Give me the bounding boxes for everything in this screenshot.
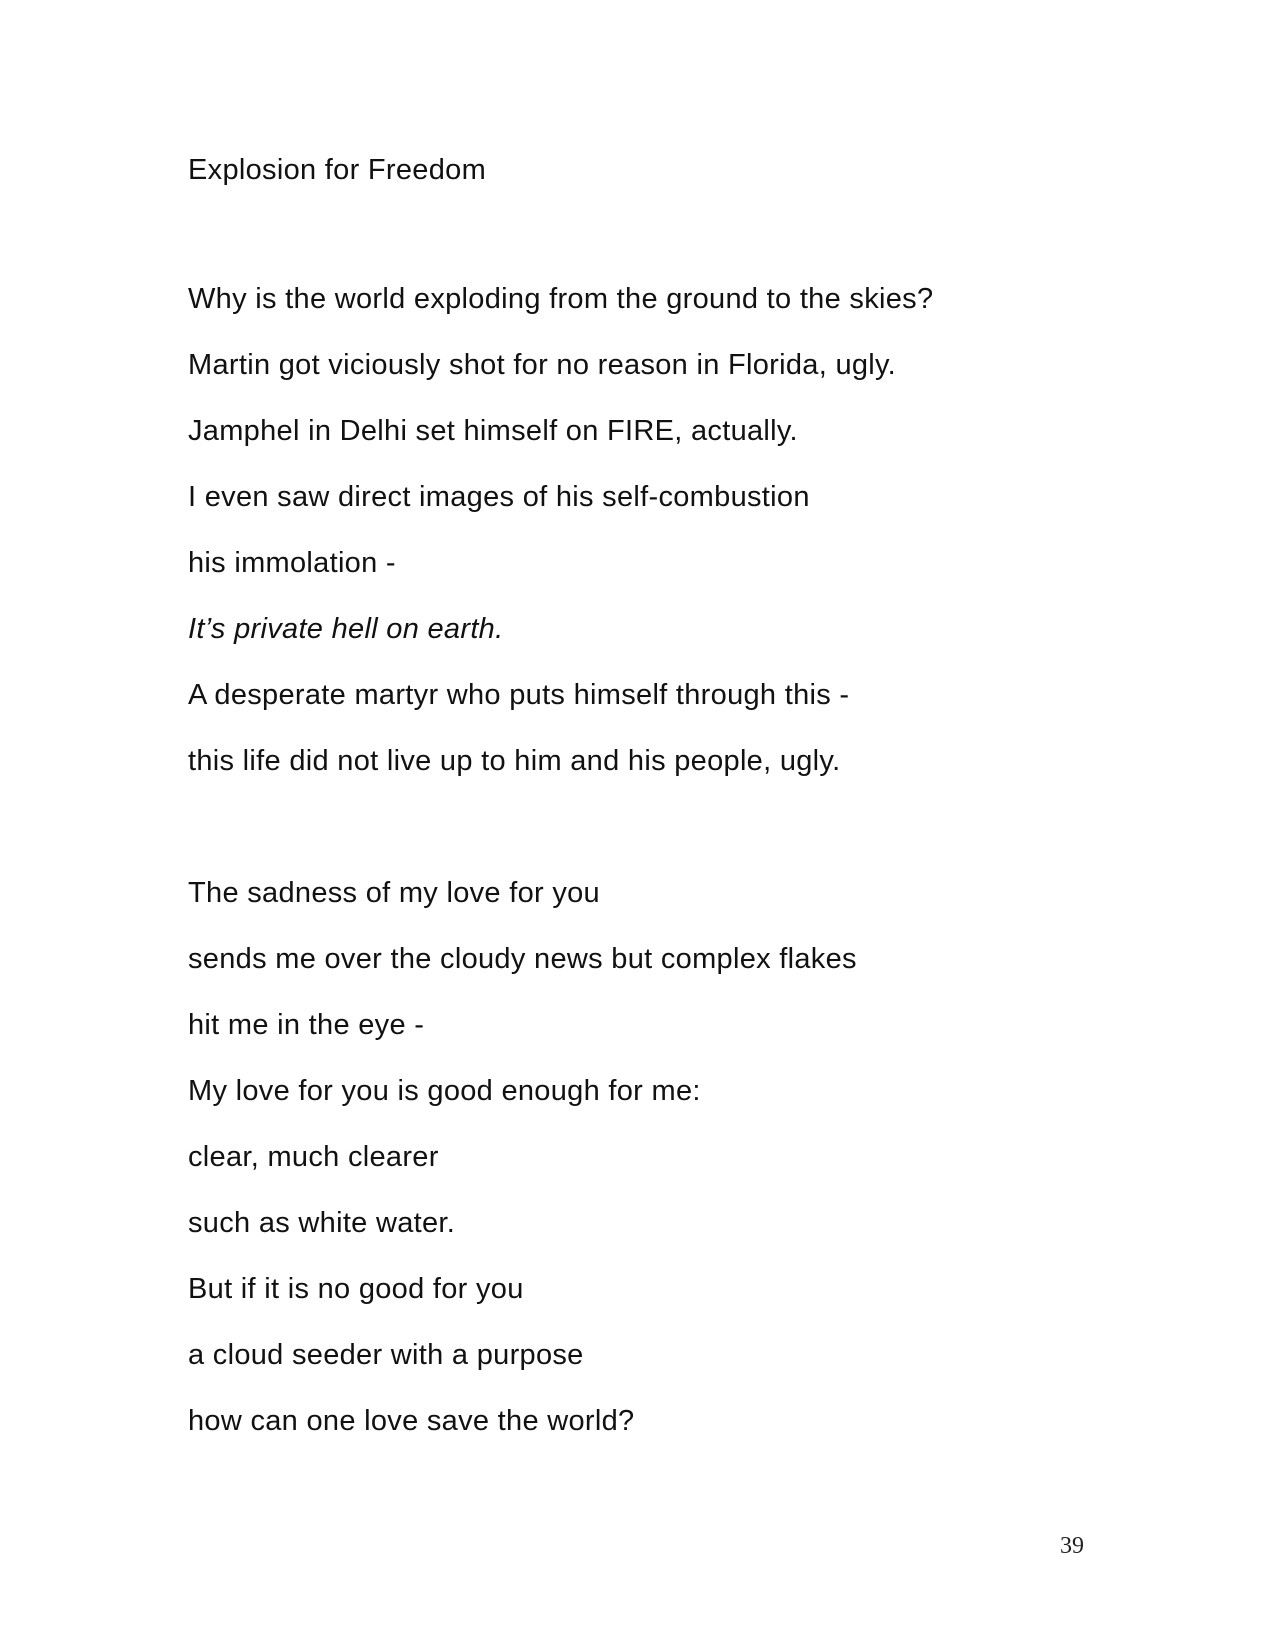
poem-line: Jamphel in Delhi set himself on FIRE, actually.: [188, 415, 798, 447]
poem-line: such as white water.: [188, 1207, 456, 1239]
poem-line: sends me over the cloudy news but complex flakes: [188, 943, 857, 975]
poem-line: But if it is no good for you: [188, 1273, 524, 1305]
page-number: 39: [1060, 1533, 1084, 1559]
stanza-1: [188, 281, 933, 809]
poem-line: I even saw direct images of his self-combustion: [188, 481, 810, 513]
stanza-2: [188, 875, 857, 1469]
poem-line: The sadness of my love for you: [188, 877, 600, 909]
poem-line: My love for you is good enough for me:: [188, 1075, 701, 1107]
poem-title: Explosion for Freedom: [188, 154, 487, 186]
poem-line: Why is the world exploding from the ground to the skies?: [188, 283, 934, 315]
poem-line: how can one love save the world?: [188, 1405, 635, 1437]
poem-line: this life did not live up to him and his people, ugly.: [188, 745, 841, 777]
poem-line: his immolation -: [188, 547, 396, 579]
poem-line-italic: It’s private hell on earth.: [188, 613, 504, 645]
poem-line: hit me in the eye -: [188, 1009, 425, 1041]
poem-line: Martin got viciously shot for no reason in Florida, ugly.: [188, 349, 897, 381]
poem-line: a cloud seeder with a purpose: [188, 1339, 584, 1371]
poem-line: clear, much clearer: [188, 1141, 439, 1173]
poem-line: A desperate martyr who puts himself through this -: [188, 679, 850, 711]
